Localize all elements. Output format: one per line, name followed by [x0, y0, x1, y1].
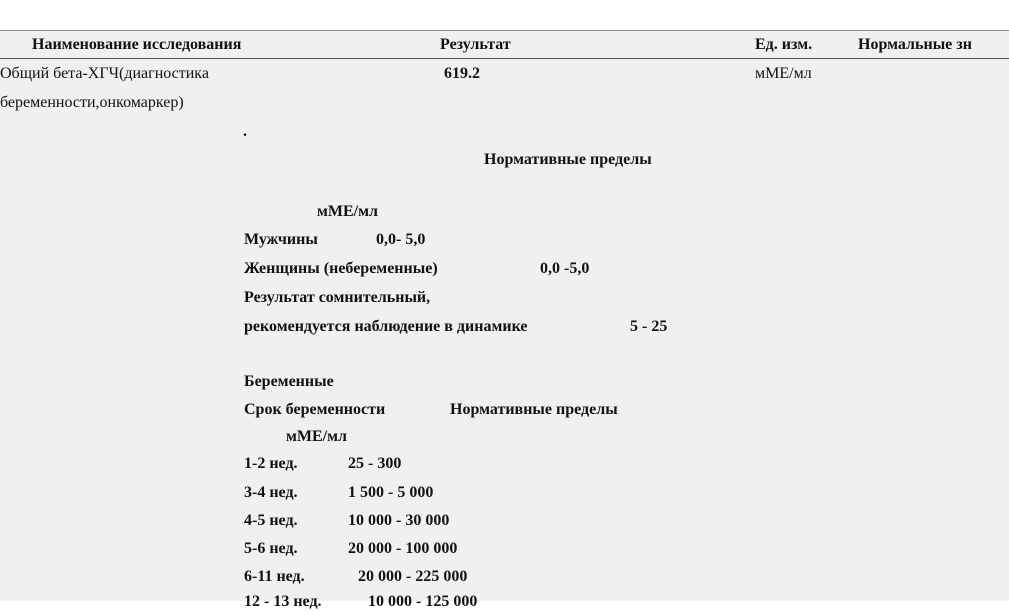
test-result-value: 619.2	[444, 65, 480, 82]
pregnant-title: Беременные	[244, 373, 334, 390]
week-term: 6-11 нед.	[244, 568, 305, 585]
reference-dot: .	[243, 123, 247, 140]
reference-title: Нормативные пределы	[484, 151, 652, 168]
week-term: 12 - 13 нед.	[244, 593, 322, 610]
women-label: Женщины (небеременные)	[244, 260, 438, 277]
women-value: 0,0 -5,0	[540, 260, 590, 277]
header-divider	[0, 58, 1009, 59]
week-term: 1-2 нед.	[244, 455, 298, 472]
column-header-unit: Ед. изм.	[755, 36, 813, 53]
doubtful-line2: рекомендуется наблюдение в динамике	[244, 318, 528, 335]
week-value: 25 - 300	[348, 455, 402, 472]
week-term: 5-6 нед.	[244, 540, 298, 557]
week-value: 10 000 - 30 000	[348, 512, 450, 529]
week-term: 3-4 нед.	[244, 484, 298, 501]
test-name-line2: беременности,онкомаркер)	[0, 94, 184, 111]
week-value: 20 000 - 100 000	[348, 540, 458, 557]
week-value: 20 000 - 225 000	[358, 568, 468, 585]
men-value: 0,0- 5,0	[376, 231, 426, 248]
column-header-norm: Нормальные зн	[858, 36, 972, 53]
week-term: 4-5 нед.	[244, 512, 298, 529]
column-header-result: Результат	[440, 36, 511, 53]
doubtful-value: 5 - 25	[630, 318, 668, 335]
week-value: 10 000 - 125 000	[368, 593, 478, 610]
test-unit: мМЕ/мл	[755, 65, 812, 82]
reference-unit: мМЕ/мл	[317, 203, 378, 220]
pregnant-unit: мМЕ/мл	[286, 428, 347, 445]
column-header-name: Наименование исследования	[32, 36, 242, 53]
test-name-line1: Общий бета-ХГЧ(диагностика	[0, 65, 209, 82]
week-value: 1 500 - 5 000	[348, 484, 434, 501]
men-label: Мужчины	[244, 231, 318, 248]
term-header: Срок беременности	[244, 401, 386, 418]
doubtful-line1: Результат сомнительный,	[244, 289, 431, 306]
report-sheet	[0, 30, 1009, 610]
norm-header: Нормативные пределы	[450, 401, 618, 418]
